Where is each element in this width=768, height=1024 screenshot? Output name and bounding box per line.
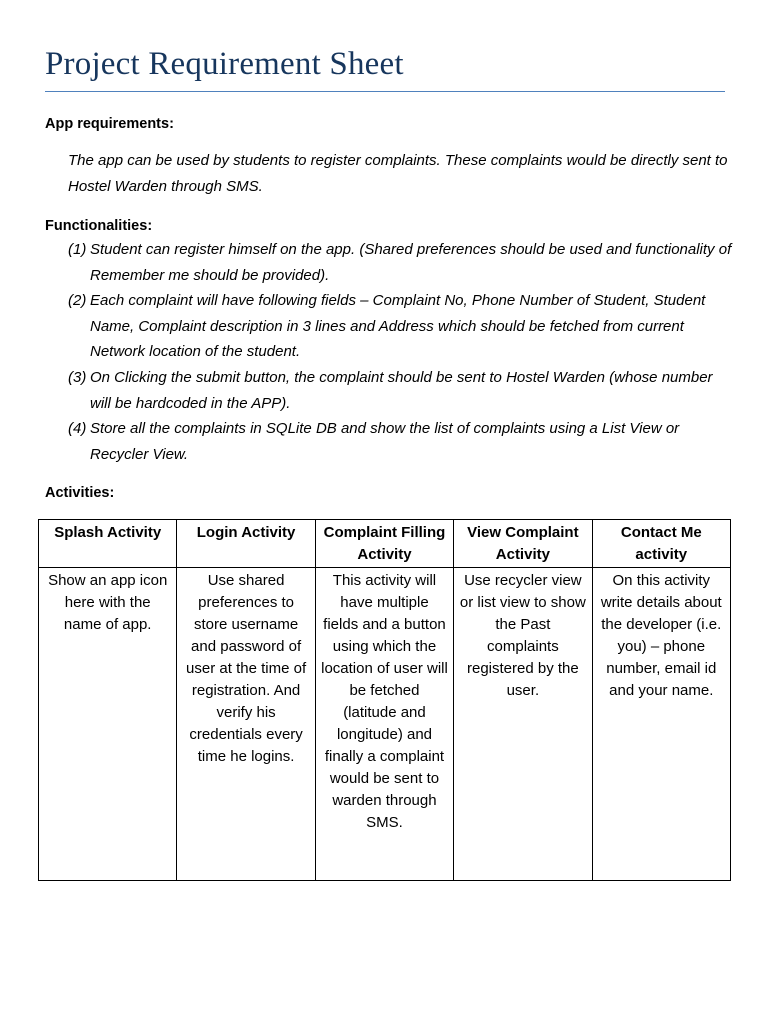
cell-splash: Show an app icon here with the name of app. xyxy=(39,568,177,881)
activities-heading: Activities: xyxy=(45,485,115,501)
app-requirements-heading: App requirements: xyxy=(45,116,174,132)
title-underline xyxy=(45,91,725,92)
functionalities-heading: Functionalities: xyxy=(45,218,153,234)
cell-login: Use shared preferences to store username and password of user at the time of registration. And verify his credentials every time he logins. xyxy=(177,568,315,881)
column-header-splash: Splash Activity xyxy=(39,520,177,568)
functionality-number: (2) xyxy=(68,292,87,310)
functionality-number: (1) xyxy=(68,241,87,258)
table-header-row xyxy=(39,520,731,568)
cell-contact-me: On this activity write details about the developer (i.e. you) – phone number, email id and your name. xyxy=(592,568,730,881)
cell-view-complaint: Use recycler view or list view to show the Past complaints registered by the user. xyxy=(454,568,592,881)
functionality-text: On Clicking the submit button, the complaint should be sent to Hostel Warden (whose number will be hardcoded in the APP). xyxy=(90,368,713,412)
functionality-text: Student can register himself on the app. (Shared preferences should be used and functionality of Remember me should be provided). xyxy=(90,241,732,284)
table-row xyxy=(39,568,731,881)
functionality-text: Each complaint will have following fields – Complaint No, Phone Number of Student, Student Name, Complaint description in 3 lines and Address which should be fetched from current Network location of the student. xyxy=(90,292,706,361)
functionality-text: Store all the complaints in SQLite DB and show the list of complaints using a List View or Recycler View. xyxy=(90,420,680,463)
column-header-complaint-filling: Complaint Filling Activity xyxy=(315,520,453,568)
functionality-item-2 xyxy=(68,288,733,365)
functionality-item-1 xyxy=(68,237,733,288)
column-header-contact-me: Contact Me activity xyxy=(592,520,730,568)
app-requirements-text: The app can be used by students to register complaints. These complaints would be directly sent to Hostel Warden through SMS. xyxy=(68,152,728,195)
functionality-item-4 xyxy=(68,416,733,467)
functionality-number: (3) xyxy=(68,368,87,386)
functionalities-list xyxy=(68,237,733,467)
functionality-number: (4) xyxy=(68,420,87,438)
cell-complaint-filling: This activity will have multiple fields and a button using which the location of user will be fetched (latitude and longitude) and finally a complaint would be sent to warden through SMS. xyxy=(315,568,453,881)
functionality-item-3 xyxy=(68,365,733,416)
document-title: Project Requirement Sheet xyxy=(45,46,404,82)
column-header-view-complaint: View Complaint Activity xyxy=(454,520,592,568)
column-header-login: Login Activity xyxy=(177,520,315,568)
activities-table xyxy=(38,519,731,881)
